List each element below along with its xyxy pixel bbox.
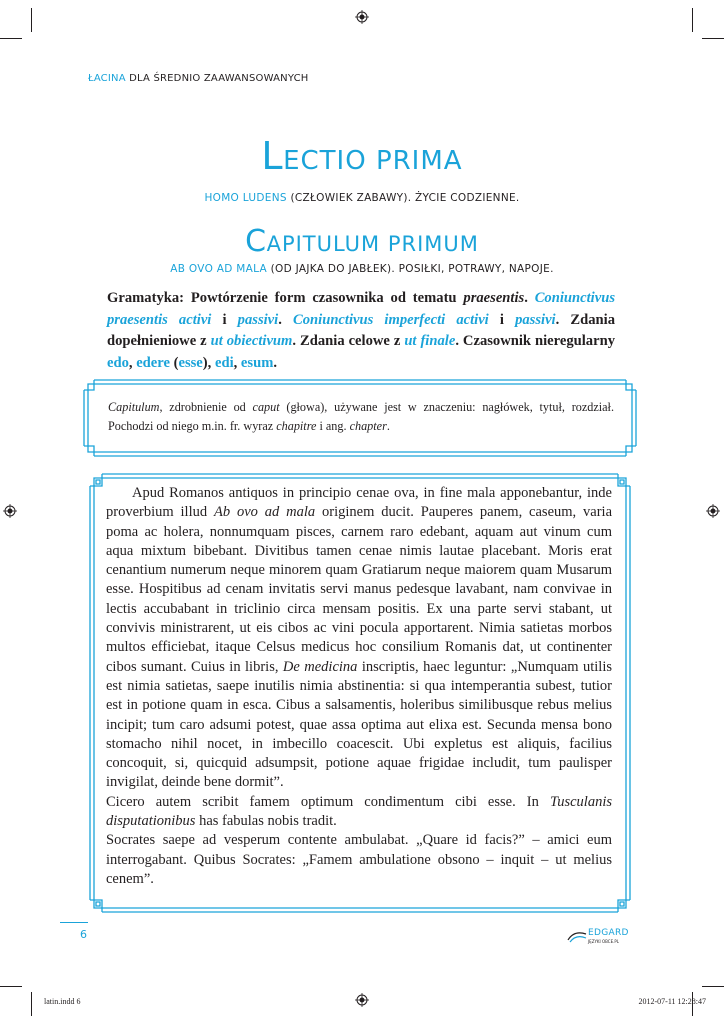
grammar-verb-form: edi: [214, 354, 234, 371]
grammar-text: ),: [202, 354, 215, 371]
grammar-term: passivi: [237, 311, 279, 328]
header-prefix: ŁACINA: [88, 73, 126, 84]
grammar-text: i: [211, 311, 238, 328]
slug-file-info: latin.indd 6: [44, 997, 81, 1006]
chapter-title: [0, 224, 724, 259]
grammar-text: .: [278, 311, 293, 328]
crop-mark: [31, 992, 32, 1016]
publisher-logo-name: EDGARD: [588, 928, 629, 938]
registration-mark-icon: [3, 504, 17, 518]
grammar-text: . Czasownik nieregularny: [455, 333, 615, 349]
note-term: chapitre: [276, 419, 317, 433]
note-text: [108, 398, 614, 436]
grammar-text: . Zdania celowe z: [292, 333, 405, 349]
grammar-term: Coniunctivus praesentis activi: [107, 290, 615, 328]
crop-mark: [702, 986, 724, 987]
grammar-text: . Zdania dopełnieniowe z: [107, 311, 615, 349]
reading-italic: Tusculanis disputationibus: [106, 793, 612, 830]
lesson-subtitle-highlight: HOMO LUDENS: [204, 192, 287, 204]
reading-span: originem ducit. Pauperes panem, caseum, varia poma ac holera, nonnumquam pisces, carnem raro edebant, aquam aut vinum cum aqua mixtum bibebant. Divitibus tamen cenae nimis lautae placebant. Moris erat cenantium numerum neque minorem quam Gratiarum neque maiorem quam Musarum esse. Hospitibus ad cenam invitatis servi manus pedesque lavabant, nam convivae in lectis accubabant in triclinio circa mensam positis. Ex una parte servi stabant, ut convivis ministrarent, ut eis cibos ac vini pocula apportarent. Nimia satietas morbos multos efficiebat, itaque Celsus medicus hoc consilium Romanis dat, ut continenter cibos sumant. Cuius in libris,: [106, 504, 613, 675]
reading-span: has fabulas nobis tradit.: [195, 813, 337, 830]
page-number: 6: [80, 928, 87, 941]
registration-mark-icon: [355, 993, 369, 1007]
lesson-title: [0, 134, 724, 178]
slug-timestamp: 2012-07-11 12:28:47: [638, 997, 706, 1006]
chapter-title-rest: APITULUM PRIMUM: [266, 232, 479, 256]
note-term: Capitulum: [108, 400, 160, 414]
footer-rule: [60, 922, 88, 923]
header-rest: DLA ŚREDNIO ZAAWANSOWANYCH: [125, 73, 309, 84]
note-span: , zdrobnienie od: [159, 400, 253, 414]
grammar-text: i: [488, 311, 516, 328]
reading-paragraph: [106, 484, 612, 793]
chapter-subtitle-rest: (OD JAJKA DO JABŁEK). POSIŁKI, POTRAWY, NAPOJE.: [267, 263, 554, 275]
note-term: chapter: [349, 419, 387, 433]
reading-paragraph: [106, 831, 612, 889]
note-term: caput: [252, 400, 280, 414]
registration-mark-icon: [355, 10, 369, 24]
chapter-title-initial: C: [245, 224, 267, 259]
grammar-text: (: [169, 354, 179, 371]
running-header: [88, 73, 309, 84]
lesson-title-initial: L: [261, 134, 284, 178]
reading-span: Socrates saepe ad vesperum contente ambulabat. „Quare id facis?” – amici eum interrogabant. Quibus Socrates: „Famem ambulatione obsono – inquit – ut melius cenem”.: [106, 832, 612, 887]
crop-mark: [692, 8, 693, 32]
reading-span: Cicero autem scribit famem optimum condimentum cibi esse. In: [106, 793, 550, 810]
note-span: (głowa), używane jest w znaczeniu: nagłówek, tytuł, rozdział. Pochodzi od niego m.in. fr. wyraz: [108, 400, 614, 433]
lesson-subtitle: [0, 192, 724, 204]
reading-span: inscriptis, haec leguntur: „Numquam utilis est nimia satietas, saepe inutilis nimia abstinentia: si qua intemperantia subest, tutior est in potione quam in esca. Cibus a salsamentis, holeribus similibusque rebus melius incipit; tum caro adsumi potest, quae assa optima aut elixa est. Secunda mensa bono stomacho nihil nocet, in imbecillo coacescit. Ubi expletus est aliquis, facilius concoquit, si, quicquid adsumpsit, potione aquae frigidae includit, tum paulisper invigilat, deinde bene dormit”.: [106, 658, 613, 791]
grammar-term: passivi: [515, 311, 556, 328]
crop-mark: [702, 38, 724, 39]
grammar-verb-form: edere: [136, 354, 170, 371]
grammar-term: praesentis: [463, 290, 525, 306]
crop-mark: [0, 986, 22, 987]
grammar-verb-form: esum: [240, 354, 274, 371]
reading-span: Apud Romanos antiquos in principio cenae ova, in fine mala apponebantur, inde proverbium illud: [106, 485, 612, 521]
publisher-logo-sub: JĘZYKI OBCE.PL: [588, 939, 620, 944]
grammar-text: ,: [128, 354, 137, 371]
grammar-text: Gramatyka: Powtórzenie form czasownika od tematu: [107, 290, 464, 306]
grammar-term: ut finale: [404, 333, 456, 349]
grammar-text: .: [524, 290, 535, 306]
chapter-subtitle-highlight: AB OVO AD MALA: [170, 263, 268, 275]
reading-italic: Ab ovo ad mala: [213, 504, 316, 521]
grammar-text: .: [273, 354, 278, 371]
registration-mark-icon: [706, 504, 720, 518]
chapter-subtitle: [0, 263, 724, 275]
grammar-term: Coniunctivus imperfecti activi: [293, 311, 489, 328]
reading-text: [106, 484, 612, 889]
note-span: .: [386, 419, 390, 433]
grammar-verb-form: edo: [107, 354, 129, 371]
reading-italic: De medicina: [282, 658, 358, 675]
lesson-subtitle-rest: (CZŁOWIEK ZABAWY). ŻYCIE CODZIENNE.: [286, 192, 520, 204]
lesson-title-rest: ECTIO PRIMA: [283, 146, 463, 176]
crop-mark: [0, 38, 22, 39]
grammar-text: ,: [233, 354, 241, 371]
grammar-term: ut obiectivum: [210, 333, 293, 349]
grammar-verb-form: esse: [178, 354, 203, 371]
grammar-summary: [107, 288, 615, 374]
reading-paragraph: [106, 793, 612, 832]
publisher-logo-icon: [566, 930, 588, 944]
note-span: i ang.: [316, 419, 350, 433]
crop-mark: [31, 8, 32, 32]
